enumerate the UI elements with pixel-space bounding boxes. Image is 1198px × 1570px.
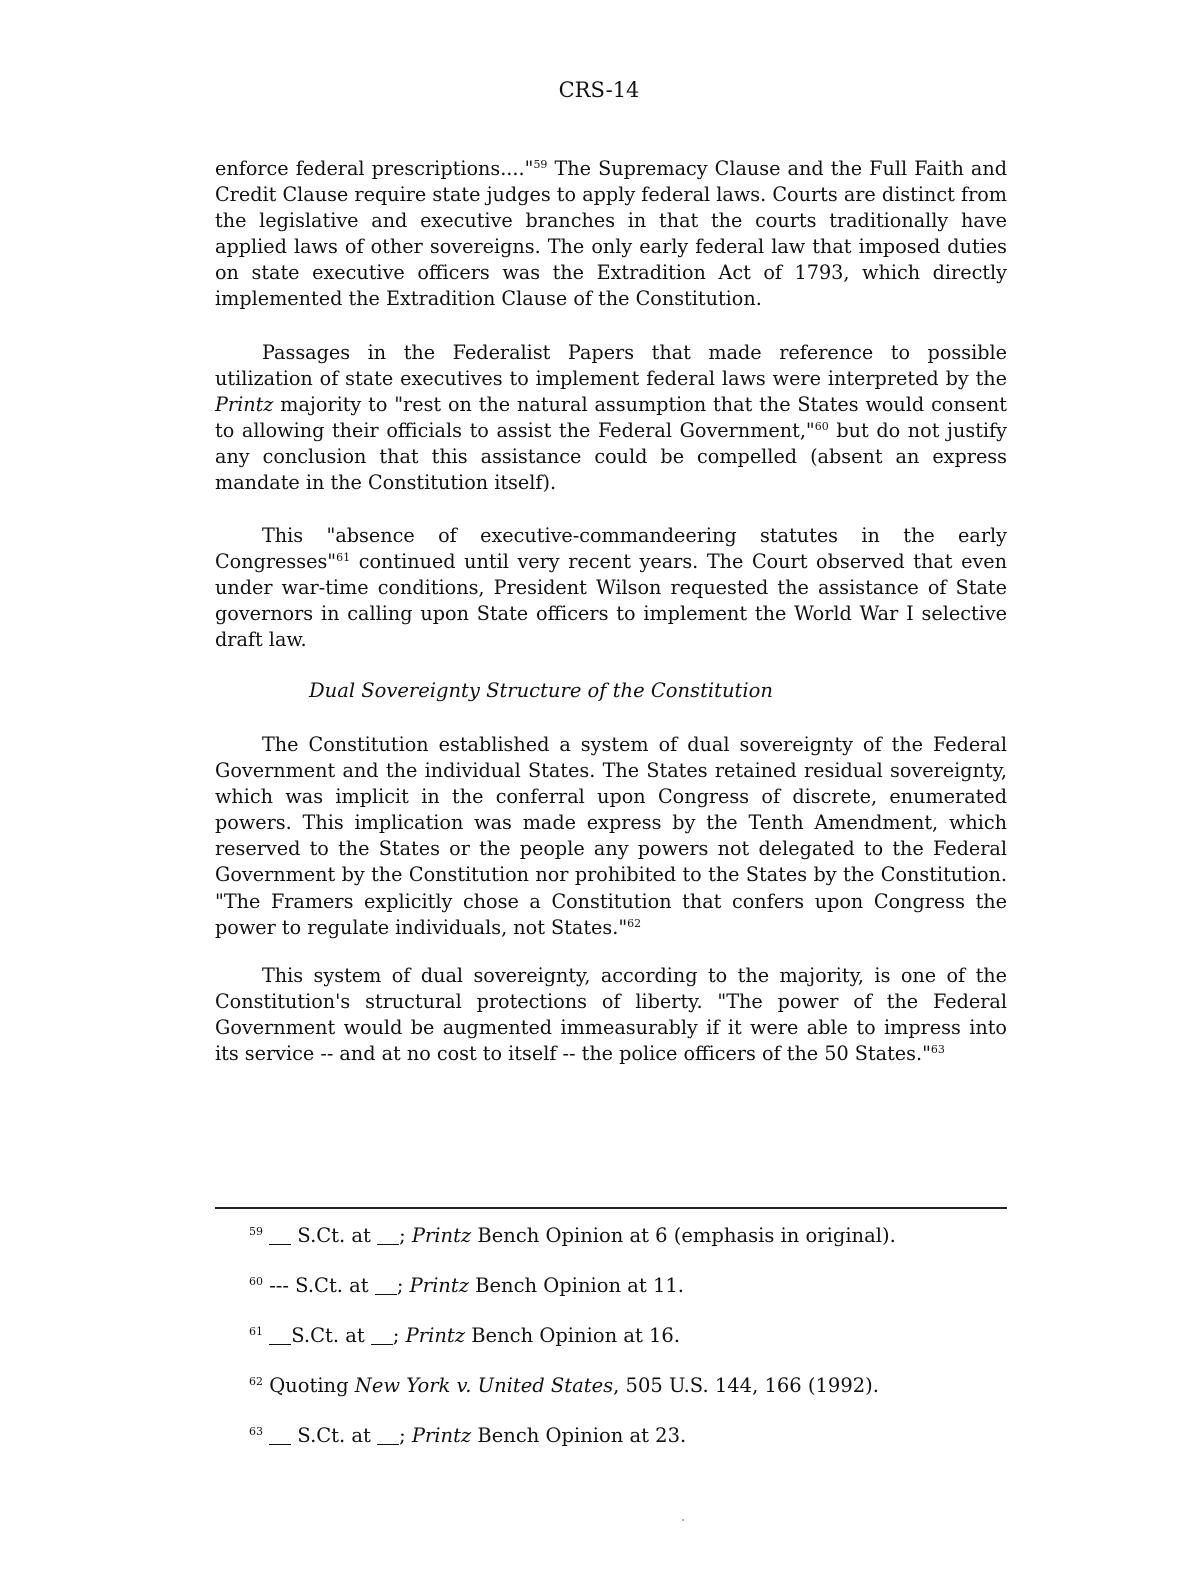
- footnote-59: $^{59}$ S.Ct. at ; Printz Bench Opinion at 6 (emphasis in original).: [249, 1224, 896, 1247]
- paragraph-4: The Constitution established a system of dual sovereignty of the Federal Government and the individual States. The States retained residual sovereignty, which was implicit in the conferral upon Congress of discrete, enumerated powers. This implication was made express by the Tenth Amendment, which reserved to the States or the people any powers not delegated to the Federal Government by the Constitution nor prohibited to the States by the Constitution. "The Framers explicitly chose a Constitution that confers upon Congress the power to regulate individuals, not States."$^{62}$: [215, 733, 1007, 939]
- footnote-ref-61[interactable]: 61: [336, 551, 351, 565]
- blank-line: [377, 1225, 399, 1246]
- blank-line: [269, 1425, 291, 1446]
- blank-line: [269, 1325, 291, 1346]
- footnote-ref-60[interactable]: 60: [814, 420, 829, 434]
- footnote-60: $^{60}$ --- S.Ct. at ; Printz Bench Opinion at 11.: [249, 1274, 684, 1297]
- case-name: Printz: [215, 393, 274, 417]
- paragraph-3: This "absence of executive-commandeering statutes in the early Congresses"$^{61}$ continued until very recent years. The Court observed that even under war-time conditions, President Wilson requested the assistance of State governors in calling upon State officers to implement the World War I selective draft law.: [215, 524, 1007, 652]
- footnote-61: $^{61}$ S.Ct. at ; Printz Bench Opinion at 16.: [249, 1324, 681, 1347]
- paragraph-5: This system of dual sovereignty, according to the majority, is one of the Constitution's structural protections of liberty. "The power of the Federal Government would be augmented immeasurably if it were able to impress into its service -- and at no cost to itself -- the police officers of the 50 States."$^{63}$: [215, 964, 1007, 1066]
- footnote-62: $^{62}$ Quoting New York v. United States, 505 U.S. 144, 166 (1992).: [249, 1374, 879, 1397]
- scan-speck: [682, 1519, 684, 1521]
- paragraph-1: enforce federal prescriptions...."$^{59}$ The Supremacy Clause and the Full Faith and Credit Clause require state judges to apply federal laws. Courts are distinct from the legislative and executive branches in that the courts traditionally have applied laws of other sovereigns. The only early federal law that imposed duties on state executive officers was the Extradition Act of 1793, which directly implemented the Extradition Clause of the Constitution.: [215, 157, 1007, 311]
- footnote-ref-63[interactable]: 63: [930, 1043, 945, 1057]
- page-header: CRS-14: [558, 78, 640, 102]
- footnote-ref-62[interactable]: 62: [627, 916, 642, 930]
- footnote-63: $^{63}$ S.Ct. at ; Printz Bench Opinion at 23.: [249, 1424, 687, 1447]
- footnote-ref-59[interactable]: 59: [533, 158, 548, 171]
- blank-line: [371, 1325, 393, 1346]
- paragraph-2: Passages in the Federalist Papers that made reference to possible utilization of state executives to implement federal laws were interpreted by the Printz majority to "rest on the natural assumption that the States would consent to allowing their officials to assist the Federal Government,"$^{60}$ but do not justify any conclusion that this assistance could be compelled (absent an express mandate in the Constitution itself).: [215, 341, 1007, 495]
- blank-line: [377, 1425, 399, 1446]
- footnote-divider: [215, 1207, 1007, 1209]
- blank-line: [375, 1275, 397, 1296]
- blank-line: [269, 1225, 291, 1246]
- section-heading: Dual Sovereignty Structure of the Constitution: [309, 679, 773, 702]
